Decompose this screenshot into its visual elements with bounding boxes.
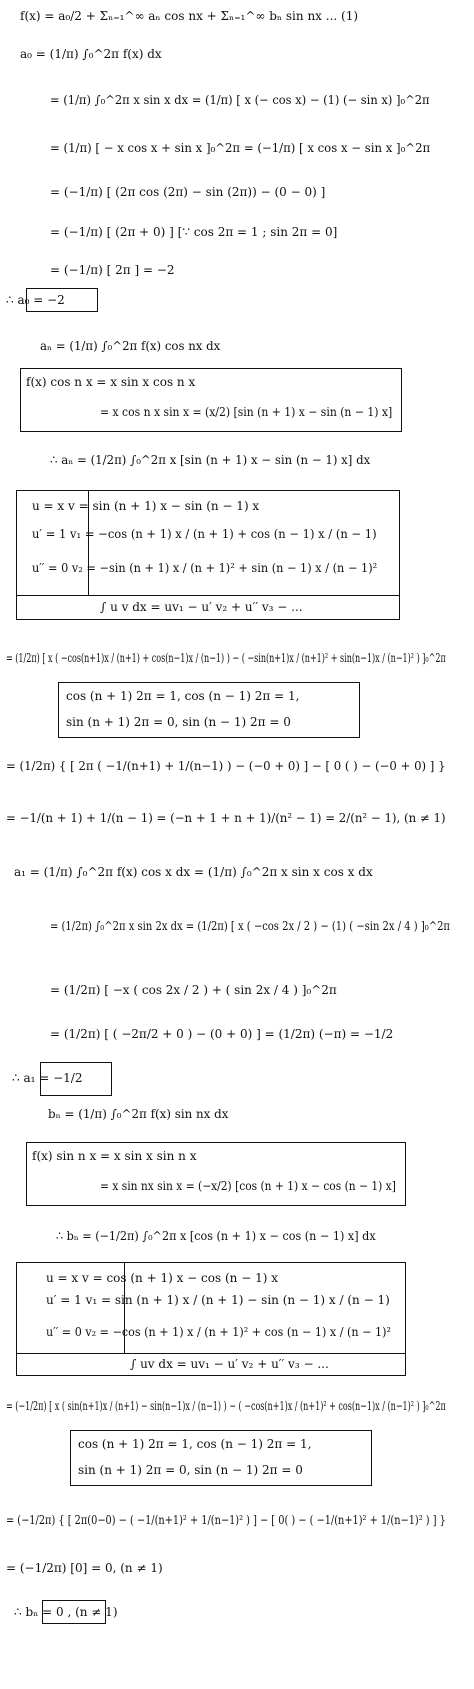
result-bn: ∴ bₙ = 0 , (n ≠ 1) xyxy=(14,1605,118,1619)
equation-line: sin (n + 1) 2π = 0, sin (n − 1) 2π = 0 xyxy=(78,1463,303,1477)
equation-line: u′ = 1 v₁ = sin (n + 1) x / (n + 1) − sin (n − 1) x / (n − 1) xyxy=(46,1293,390,1307)
equation-line: f(x) = a₀/2 + Σₙ₌₁^∞ aₙ cos nx + Σₙ₌₁^∞ bₙ sin nx ... (1) xyxy=(20,9,359,23)
table-divider xyxy=(17,595,399,596)
equation-line: sin (n + 1) 2π = 0, sin (n − 1) 2π = 0 xyxy=(66,715,291,729)
equation-line: f(x) sin n x = x sin x sin n x xyxy=(32,1149,197,1163)
equation-line: = (−1/π) [ (2π + 0) ] [∵ cos 2π = 1 ; sin 2π = 0] xyxy=(50,225,338,239)
equation-line: = (1/2π) [ ( −2π/2 + 0 ) − (0 + 0) ] = (1/2π) (−π) = −1/2 xyxy=(50,1027,394,1041)
equation-line: = (1/π) [ − x cos x + sin x ]₀^2π = (−1/π) [ x cos x − sin x ]₀^2π xyxy=(50,141,431,155)
equation-line: u′′ = 0 v₂ = −sin (n + 1) x / (n + 1)² + sin (n − 1) x / (n − 1)² xyxy=(32,561,378,575)
equation-line: a₀ = (1/π) ∫₀^2π f(x) dx xyxy=(20,47,162,61)
equation-line: ∴ bₙ = (−1/2π) ∫₀^2π x [cos (n + 1) x − cos (n − 1) x] dx xyxy=(56,1229,376,1243)
table-divider xyxy=(17,1353,405,1354)
equation-line: cos (n + 1) 2π = 1, cos (n − 1) 2π = 1, xyxy=(78,1437,312,1451)
equation-line: f(x) cos n x = x sin x cos n x xyxy=(26,375,196,389)
equation-line: cos (n + 1) 2π = 1, cos (n − 1) 2π = 1, xyxy=(66,689,300,703)
equation-line: u = x v = sin (n + 1) x − sin (n − 1) x xyxy=(32,499,260,513)
equation-line: = (1/2π) [ −x ( cos 2x / 2 ) + ( sin 2x / 4 ) ]₀^2π xyxy=(50,983,337,997)
result-a0: ∴ a₀ = −2 xyxy=(6,293,65,307)
equation-line: = x cos n x sin x = (x/2) [sin (n + 1) x − sin (n − 1) x] xyxy=(100,405,393,419)
equation-line: = (−1/π) [ (2π cos (2π) − sin (2π)) − (0 − 0) ] xyxy=(50,185,326,199)
equation-line: = x sin nx sin x = (−x/2) [cos (n + 1) x − cos (n − 1) x] xyxy=(100,1179,396,1193)
equation-line: = (−1/2π) [ x ( sin(n+1)x / (n+1) − sin(n−1)x / (n−1) ) − ( −cos(n+1)x / (n+1)² + cos(n−1)x / (n−1)² ) ]₀^2π xyxy=(6,1399,446,1413)
equation-line: = −1/(n + 1) + 1/(n − 1) = (−n + 1 + n + 1)/(n² − 1) = 2/(n² − 1), (n ≠ 1) xyxy=(6,811,446,825)
equation-line: u′ = 1 v₁ = −cos (n + 1) x / (n + 1) + cos (n − 1) x / (n − 1) xyxy=(32,527,377,541)
equation-line: ∴ aₙ = (1/2π) ∫₀^2π x [sin (n + 1) x − sin (n − 1) x] dx xyxy=(50,453,371,467)
equation-line: aₙ = (1/π) ∫₀^2π f(x) cos nx dx xyxy=(40,339,221,353)
equation-line: = (−1/π) [ 2π ] = −2 xyxy=(50,263,175,277)
result-a1: ∴ a₁ = −1/2 xyxy=(12,1071,83,1085)
equation-line: = (1/π) ∫₀^2π x sin x dx = (1/π) [ x (− cos x) − (1) (− sin x) ]₀^2π xyxy=(50,93,430,107)
equation-line: ∫ uv dx = uv₁ − u′ v₂ + u′′ v₃ − ... xyxy=(130,1357,329,1371)
equation-line: u′′ = 0 v₂ = −cos (n + 1) x / (n + 1)² + cos (n − 1) x / (n − 1)² xyxy=(46,1325,391,1339)
equation-line: = (1/2π) { [ 2π ( −1/(n+1) + 1/(n−1) ) − (−0 + 0) ] − [ 0 ( ) − (−0 + 0) ] } xyxy=(6,759,446,773)
equation-line: = (−1/2π) [0] = 0, (n ≠ 1) xyxy=(6,1561,163,1575)
equation-line: = (1/2π) [ x ( −cos(n+1)x / (n+1) + cos(n−1)x / (n−1) ) − ( −sin(n+1)x / (n+1)² + sin(n−1)x / (n−1)² ) ]₀^2π xyxy=(6,651,446,665)
equation-line: = (−1/2π) { [ 2π(0−0) − ( −1/(n+1)² + 1/(n−1)² ) ] − [ 0( ) − ( −1/(n+1)² + 1/(n−1)² ) ] } xyxy=(6,1513,446,1527)
equation-line: ∫ u v dx = uv₁ − u′ v₂ + u′′ v₃ − ... xyxy=(100,600,303,614)
equation-line: a₁ = (1/π) ∫₀^2π f(x) cos x dx = (1/π) ∫₀^2π x sin x cos x dx xyxy=(14,865,373,879)
equation-line: bₙ = (1/π) ∫₀^2π f(x) sin nx dx xyxy=(48,1107,229,1121)
equation-line: u = x v = cos (n + 1) x − cos (n − 1) x xyxy=(46,1271,278,1285)
equation-line: = (1/2π) ∫₀^2π x sin 2x dx = (1/2π) [ x ( −cos 2x / 2 ) − (1) ( −sin 2x / 4 ) ]₀^2π xyxy=(50,919,450,933)
